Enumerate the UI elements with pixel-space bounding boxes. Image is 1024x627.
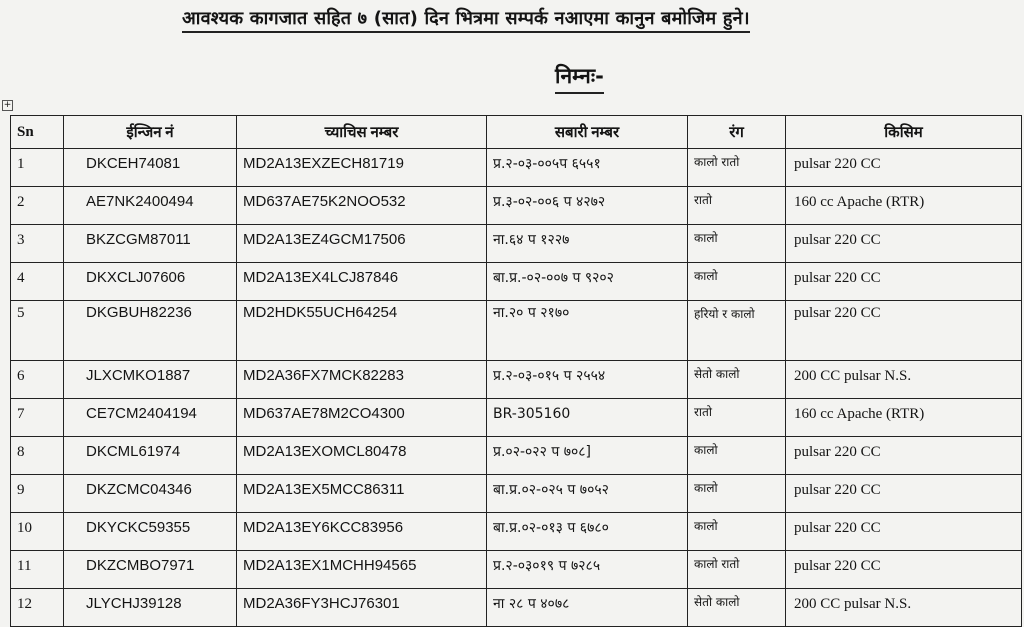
table-row <box>11 589 1022 627</box>
chassis-number-cell: MD2A13EX5MCC86311 <box>237 475 487 513</box>
engine-number-cell: DKXCLJ07606 <box>64 263 237 301</box>
color-cell: कालो <box>688 475 786 513</box>
vehicle-type-cell: pulsar 220 CC <box>786 513 1022 551</box>
sn-cell: 6 <box>11 361 64 399</box>
table-row <box>11 361 1022 399</box>
color-cell: कालो <box>688 263 786 301</box>
registration-number-cell: ना २८ प ४०७८ <box>487 589 688 627</box>
sn-cell: 11 <box>11 551 64 589</box>
vehicle-type-cell: pulsar 220 CC <box>786 149 1022 187</box>
sn-cell: 5 <box>11 301 64 361</box>
engine-number-cell: JLXCMKO1887 <box>64 361 237 399</box>
engine-number-cell: DKZCMC04346 <box>64 475 237 513</box>
engine-number-cell: DKGBUH82236 <box>64 301 237 361</box>
table-row <box>11 551 1022 589</box>
chassis-number-cell: MD637AE75K2NOO532 <box>237 187 487 225</box>
chassis-number-cell: MD637AE78M2CO4300 <box>237 399 487 437</box>
notice-heading: आवश्यक कागजात सहित ७ (सात) दिन भित्रमा सम्पर्क नआएमा कानुन बमोजिम हुने। <box>182 6 750 33</box>
vehicle-type-cell: 200 CC pulsar N.S. <box>786 361 1022 399</box>
registration-number-cell: BR-305160 <box>487 399 688 437</box>
registration-number-cell: बा.प्र.-०२-००७ प ९२०२ <box>487 263 688 301</box>
sn-cell: 2 <box>11 187 64 225</box>
vehicle-type-cell: 160 cc Apache (RTR) <box>786 399 1022 437</box>
sn-cell: 12 <box>11 589 64 627</box>
engine-number-cell: JLYCHJ39128 <box>64 589 237 627</box>
engine-number-cell: DKCML61974 <box>64 437 237 475</box>
color-cell: कालो <box>688 437 786 475</box>
registration-number-cell: बा.प्र.०२-०१३ प ६७८० <box>487 513 688 551</box>
table-row <box>11 301 1022 361</box>
vehicle-type-cell: pulsar 220 CC <box>786 475 1022 513</box>
table-header-row <box>11 116 1022 149</box>
header-color: रंग <box>688 116 786 149</box>
sn-cell: 4 <box>11 263 64 301</box>
registration-number-cell: ना.६४ प १२२७ <box>487 225 688 263</box>
header-type: किसिम <box>786 116 1022 149</box>
vehicle-type-cell: pulsar 220 CC <box>786 263 1022 301</box>
table-row <box>11 225 1022 263</box>
registration-number-cell: बा.प्र.०२-०२५ प ७०५२ <box>487 475 688 513</box>
chassis-number-cell: MD2A13EZ4GCM17506 <box>237 225 487 263</box>
vehicle-type-cell: 160 cc Apache (RTR) <box>786 187 1022 225</box>
header-chassis: च्याचिस नम्बर <box>237 116 487 149</box>
table-row <box>11 475 1022 513</box>
sn-cell: 7 <box>11 399 64 437</box>
engine-number-cell: BKZCGM87011 <box>64 225 237 263</box>
engine-number-cell: DKYCKC59355 <box>64 513 237 551</box>
engine-number-cell: DKZCMBO7971 <box>64 551 237 589</box>
color-cell: कालो रातो <box>688 551 786 589</box>
sn-cell: 10 <box>11 513 64 551</box>
header-registration: सबारी नम्बर <box>487 116 688 149</box>
registration-number-cell: प्र.२-०३-००५प ६५५१ <box>487 149 688 187</box>
vehicle-type-cell: pulsar 220 CC <box>786 301 1022 361</box>
table-row <box>11 399 1022 437</box>
color-cell: सेतो कालो <box>688 589 786 627</box>
engine-number-cell: CE7CM2404194 <box>64 399 237 437</box>
color-cell: कालो <box>688 225 786 263</box>
color-cell: हरियो र कालो <box>688 301 786 361</box>
engine-number-cell: DKCEH74081 <box>64 149 237 187</box>
list-subtitle: निम्नः- <box>555 62 604 94</box>
vehicle-type-cell: pulsar 220 CC <box>786 437 1022 475</box>
chassis-number-cell: MD2A13EY6KCC83956 <box>237 513 487 551</box>
sn-cell: 3 <box>11 225 64 263</box>
header-engine: ईन्जिन नं <box>64 116 237 149</box>
chassis-number-cell: MD2A36FY3HCJ76301 <box>237 589 487 627</box>
color-cell: सेतो कालो <box>688 361 786 399</box>
table-row <box>11 263 1022 301</box>
registration-number-cell: प्र.२-०३-०१५ प २५५४ <box>487 361 688 399</box>
chassis-number-cell: MD2A13EXZECH81719 <box>237 149 487 187</box>
chassis-number-cell: MD2A13EXOMCL80478 <box>237 437 487 475</box>
vehicle-type-cell: 200 CC pulsar N.S. <box>786 589 1022 627</box>
table-move-handle-icon[interactable]: + <box>3 100 12 110</box>
vehicle-table <box>10 115 1022 627</box>
chassis-number-cell: MD2A36FX7MCK82283 <box>237 361 487 399</box>
vehicle-type-cell: pulsar 220 CC <box>786 225 1022 263</box>
registration-number-cell: ना.२० प २१७० <box>487 301 688 361</box>
table-row <box>11 437 1022 475</box>
table-row <box>11 513 1022 551</box>
sn-cell: 9 <box>11 475 64 513</box>
table-row <box>11 187 1022 225</box>
chassis-number-cell: MD2A13EX4LCJ87846 <box>237 263 487 301</box>
registration-number-cell: प्र.२-०३०१९ प ७२८५ <box>487 551 688 589</box>
sn-cell: 8 <box>11 437 64 475</box>
color-cell: कालो <box>688 513 786 551</box>
registration-number-cell: प्र.०२-०२२ प ७०८] <box>487 437 688 475</box>
sn-cell: 1 <box>11 149 64 187</box>
vehicle-type-cell: pulsar 220 CC <box>786 551 1022 589</box>
registration-number-cell: प्र.३-०२-००६ प ४२७२ <box>487 187 688 225</box>
chassis-number-cell: MD2HDK55UCH64254 <box>237 301 487 361</box>
table-row <box>11 149 1022 187</box>
color-cell: रातो <box>688 399 786 437</box>
color-cell: रातो <box>688 187 786 225</box>
header-sn: Sn <box>11 116 64 149</box>
engine-number-cell: AE7NK2400494 <box>64 187 237 225</box>
chassis-number-cell: MD2A13EX1MCHH94565 <box>237 551 487 589</box>
color-cell: कालो रातो <box>688 149 786 187</box>
